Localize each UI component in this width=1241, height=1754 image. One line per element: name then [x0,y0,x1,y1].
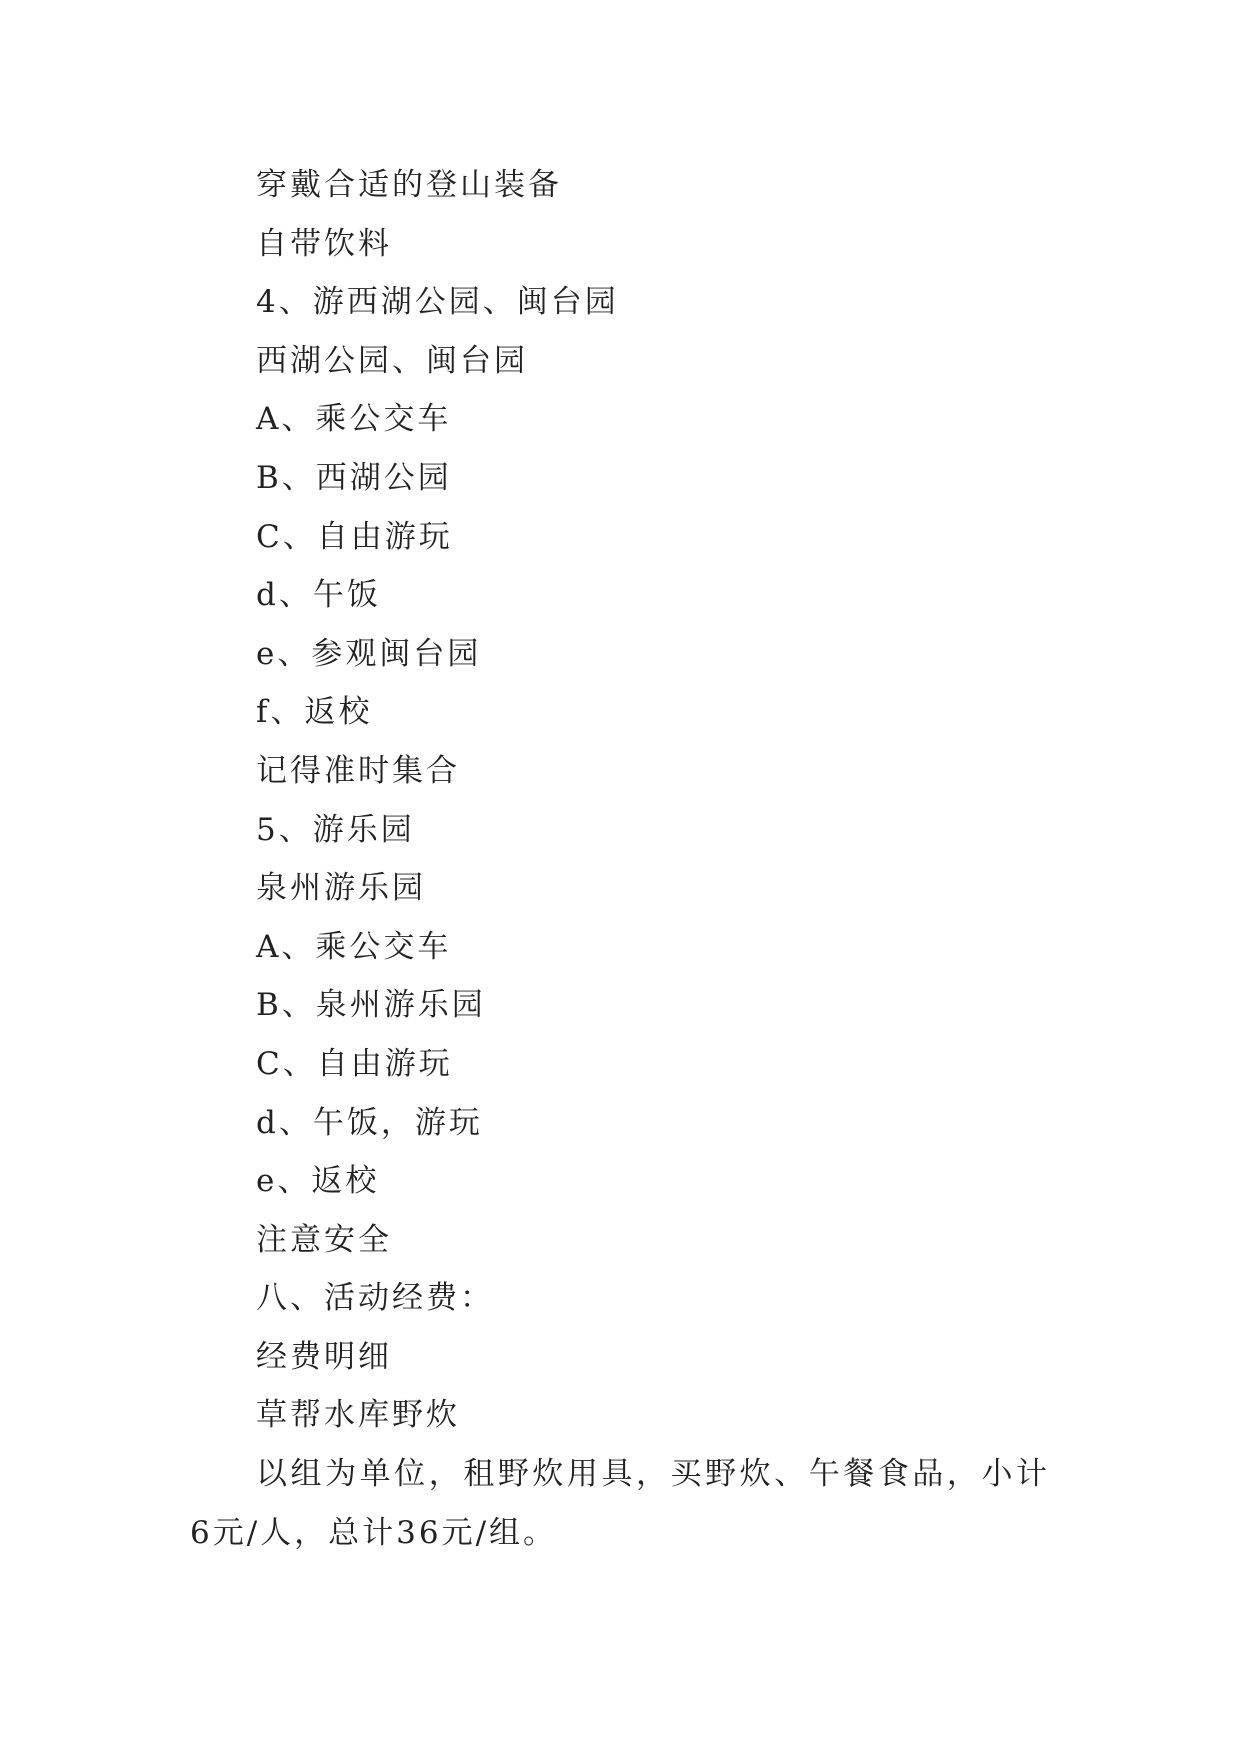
paragraph-cost-summary: 以组为单位，租野炊用具，买野炊、午餐食品，小计6元/人，总计36元/组。 [190,1456,1050,1551]
section-heading-budget: 八、活动经费： [256,1280,494,1317]
text-line-note: 注意安全 [256,1221,392,1258]
text-line-location: 泉州游乐园 [256,870,426,907]
text-line-note: 记得准时集合 [256,752,460,789]
list-item: e、返校 [256,1163,380,1200]
text-line-picnic: 草帮水库野炊 [256,1397,460,1434]
list-item: C、自由游玩 [256,1045,453,1082]
section-heading-amusement-park: 5、游乐园 [256,811,415,848]
list-item: A、乘公交车 [256,928,452,965]
list-item: d、午饭 [256,577,381,614]
text-line-drinks: 自带饮料 [256,225,392,262]
text-line-location: 西湖公园、闽台园 [256,342,528,379]
document-body [190,156,1050,1562]
list-item: C、自由游玩 [256,518,453,555]
list-item: f、返校 [256,694,373,731]
text-line-equipment: 穿戴合适的登山装备 [256,167,562,203]
section-heading-west-lake: 4、游西湖公园、闽台园 [256,284,619,321]
list-item: B、西湖公园 [256,459,452,496]
list-item: e、参观闽台园 [256,635,482,672]
text-line-budget-detail: 经费明细 [256,1338,392,1375]
list-item: A、乘公交车 [256,401,452,438]
list-item: B、泉州游乐园 [256,987,486,1024]
list-item: d、午饭，游玩 [256,1104,483,1141]
